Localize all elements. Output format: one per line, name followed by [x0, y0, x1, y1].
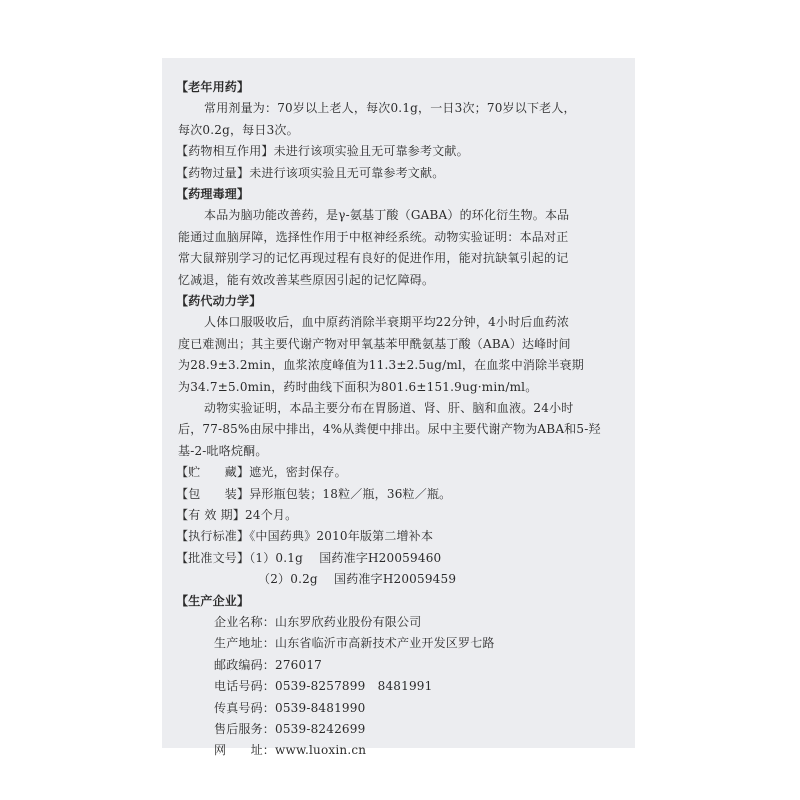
section-package: 【包 装】异形瓶包装；18粒／瓶，36粒／瓶。 [176, 486, 452, 501]
section-storage: 【贮 藏】遮光，密封保存。 [176, 465, 347, 480]
section-header-pharmacology: 【药理毒理】 [176, 187, 250, 201]
elderly-text-line-1: 常用剂量为：70岁以上老人，每次0.1g，一日3次；70岁以下老人， [204, 101, 576, 116]
pharmacology-text-line-1: 本品为脑功能改善药，是γ-氨基丁酸（GABA）的环化衍生物。本品 [204, 208, 570, 223]
section-validity: 【有 效 期】24个月。 [176, 508, 298, 522]
manufacturer-website: 网 址：www.luoxin.cn [214, 743, 367, 758]
pharmacokinetics-para1-line-2: 度已难测出；其主要代谢产物对甲氧基苯甲酰氨基丁酸（ABA）达峰时间 [178, 336, 571, 351]
pharmacokinetics-para2-line-1: 动物实验证明，本品主要分布在胃肠道、肾、肝、脑和血液。24小时 [204, 401, 574, 415]
pharmacokinetics-para2-line-3: 基-2-吡咯烷酮。 [178, 443, 268, 458]
section-overdose: 【药物过量】未进行该项实验且无可靠参考文献。 [176, 165, 445, 180]
section-approval-line-1: 【批准文号】（1）0.1g 国药准字H20059460 [176, 550, 442, 565]
pharmacokinetics-para1-line-1: 人体口服吸收后，血中原药消除半衰期平均22分钟，4小时后血药浓 [204, 315, 570, 330]
pharmacology-text-line-2: 能通过血脑屏障，选择性作用于中枢神经系统。动物实验证明：本品对正 [178, 229, 569, 244]
manufacturer-postcode: 邮政编码：276017 [214, 657, 323, 672]
section-header-elderly: 【老年用药】 [176, 80, 250, 94]
pharmacokinetics-para2-line-2: 后，77-85%由尿中排出，4%从粪便中排出。尿中主要代谢产物为ABA和5-羟 [178, 422, 601, 437]
pharmacokinetics-para1-line-4: 为34.7±5.0min，药时曲线下面积为801.6±151.9ug·min/ml。 [178, 379, 538, 394]
manufacturer-company-name: 企业名称：山东罗欣药业股份有限公司 [214, 615, 422, 629]
section-header-manufacturer: 【生产企业】 [176, 593, 250, 608]
manufacturer-fax: 传真号码：0539-8481990 [214, 700, 366, 715]
section-header-pharmacokinetics: 【药代动力学】 [176, 294, 262, 308]
pharmacology-text-line-4: 忆减退，能有效改善某些原因引起的记忆障碍。 [178, 272, 435, 287]
section-drug-interaction: 【药物相互作用】未进行该项实验且无可靠参考文献。 [176, 144, 469, 159]
leaflet-sheet [162, 58, 635, 758]
manufacturer-after-sales: 售后服务：0539-8242699 [214, 722, 366, 736]
section-standard: 【执行标准】《中国药典》2010年版第二增补本 [176, 529, 434, 544]
elderly-text-line-2: 每次0.2g，每日3次。 [178, 122, 299, 137]
pharmacology-text-line-3: 常大鼠辩别学习的记忆再现过程有良好的促进作用，能对抗缺氧引起的记 [178, 251, 569, 266]
manufacturer-phone: 电话号码：0539-8257899 8481991 [214, 679, 433, 694]
pharmacokinetics-para1-line-3: 为28.9±3.2min，血浆浓度峰值为11.3±2.5ug/ml，在血浆中消除半衰期 [178, 358, 584, 373]
manufacturer-address: 生产地址：山东省临沂市高新技术产业开发区罗七路 [214, 636, 495, 651]
section-approval-line-2: （2）0.2g 国药准字H20059459 [258, 572, 457, 587]
